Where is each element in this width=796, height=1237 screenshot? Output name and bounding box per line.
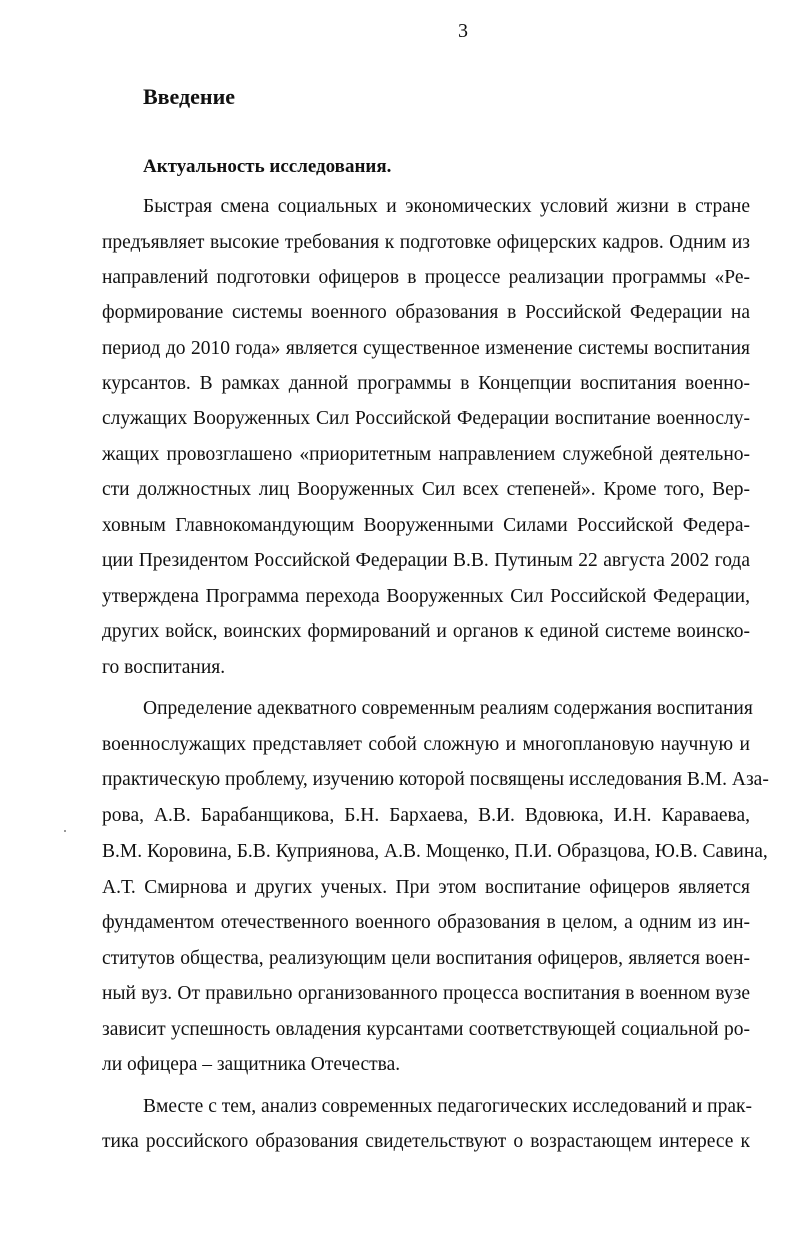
text-line: го воспитания.: [102, 657, 226, 678]
text-line: направлений подготовки офицеров в процессе реализации программы «Ре-: [102, 267, 750, 288]
text-line: курсантов. В рамках данной программы в Концепции воспитания военно-: [102, 373, 750, 394]
text-line: ли офицера – защитника Отечества.: [102, 1054, 401, 1075]
text-line: служащих Вооруженных Сил Российской Федерации воспитание военнослу-: [102, 408, 750, 429]
text-line: других войск, воинских формирований и органов к единой системе воинско-: [102, 621, 750, 642]
text-line: В.М. Коровина, Б.В. Куприянова, А.В. Мощенко, П.И. Образцова, Ю.В. Савина,: [102, 841, 768, 862]
text-line: формирование системы военного образования в Российской Федерации на: [102, 302, 750, 323]
text-line: зависит успешность овладения курсантами соответствующей социальной ро-: [102, 1019, 750, 1040]
text-line: фундаментом отечественного военного образования в целом, а одним из ин-: [102, 912, 750, 933]
text-line: ститутов общества, реализующим цели воспитания офицеров, является воен-: [102, 948, 750, 969]
text-line: рова, А.В. Барабанщикова, Б.Н. Бархаева, В.И. Вдовюка, И.Н. Караваева,: [102, 805, 750, 826]
text-line: ховным Главнокомандующим Вооруженными Силами Российской Федера-: [102, 515, 750, 536]
text-line: практическую проблему, изучению которой посвящены исследования В.М. Аза-: [102, 769, 769, 790]
section-heading: Введение: [143, 84, 236, 109]
text-line: ный вуз. От правильно организованного процесса воспитания в военном вузе: [102, 983, 750, 1004]
text-line: Определение адекватного современным реалиям содержания воспитания: [143, 698, 753, 719]
text-line: утверждена Программа перехода Вооруженных Сил Российской Федерации,: [102, 586, 750, 607]
scan-speck: [64, 830, 66, 832]
text-line: Быстрая смена социальных и экономических условий жизни в стране: [143, 196, 750, 217]
text-line: А.Т. Смирнова и других ученых. При этом воспитание офицеров является: [102, 877, 750, 898]
text-line: военнослужащих представляет собой сложную и многоплановую научную и: [102, 734, 750, 755]
text-line: жащих провозглашено «приоритетным направлением служебной деятельно-: [102, 444, 750, 465]
text-line: сти должностных лиц Вооруженных Сил всех степеней». Кроме того, Вер-: [102, 479, 750, 500]
text-line: Вместе с тем, анализ современных педагогических исследований и прак-: [143, 1096, 752, 1117]
subsection-heading: Актуальность исследования.: [143, 156, 392, 177]
text-line: ции Президентом Российской Федерации В.В. Путиным 22 августа 2002 года: [102, 550, 750, 571]
text-line: период до 2010 года» является существенное изменение системы воспитания: [102, 338, 750, 359]
text-line: предъявляет высокие требования к подготовке офицерских кадров. Одним из: [102, 232, 750, 253]
page-number: 3: [458, 20, 468, 42]
text-line: тика российского образования свидетельствуют о возрастающем интересе к: [102, 1131, 750, 1152]
